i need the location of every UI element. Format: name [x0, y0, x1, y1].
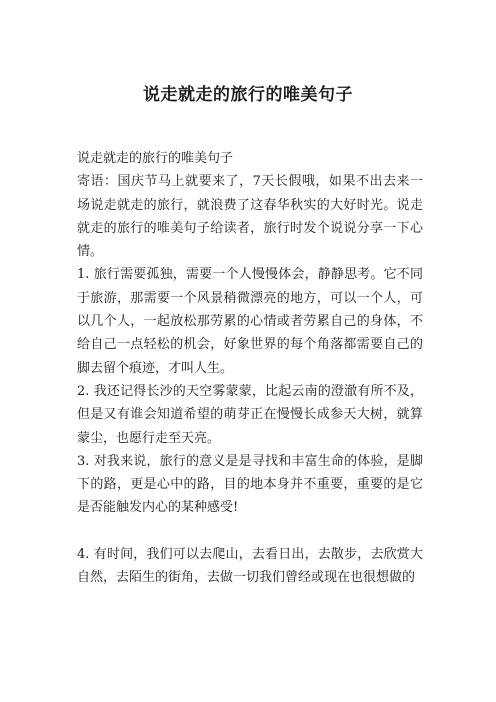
document-body: [77, 147, 423, 590]
paragraph-item-3: 3. 对我来说，旅行的意义是是寻找和丰富生命的体验，是脚下的路，更是心中的路，目的地本身并不重要，重要的是它是否能触发内心的某种感受!: [77, 453, 423, 516]
paragraph-item-1: 1. 旅行需要孤独，需要一个人慢慢体会，静静思考。它不同于旅游，那需要一个风景稍微漂亮的地方，可以一个人，可以几个人，一起放松那劳累的心情或者劳累自己的身体，不给自己一点轻松的机会，好象世界的每个角落都需要自己的脚去留个痕迹，才叫人生。: [77, 267, 423, 376]
paragraph-item-4: 4. 有时间，我们可以去爬山，去看日出，去散步，去欣赏大自然，去陌生的街角，去做一切我们曾经或现在也很想做的: [77, 547, 423, 586]
document-title: 说走就走的旅行的唯美句子: [143, 85, 353, 105]
paragraph-intro: 寄语：国庆节马上就要来了，7天长假哦，如果不出去来一场说走就走的旅行，就浪费了这春华秋实的大好时光。说走就走的旅行的唯美句子给读者，旅行时发个说说分享一下心情。: [77, 174, 423, 260]
paragraph-item-2: 2. 我还记得长沙的天空雾蒙蒙，比起云南的澄澈有所不及，但是又有谁会知道希望的萌芽正在慢慢长成参天大树，就算蒙尘，也愿行走至天亮。: [77, 383, 423, 446]
paragraph-subtitle: 说走就走的旅行的唯美句子: [77, 151, 234, 166]
